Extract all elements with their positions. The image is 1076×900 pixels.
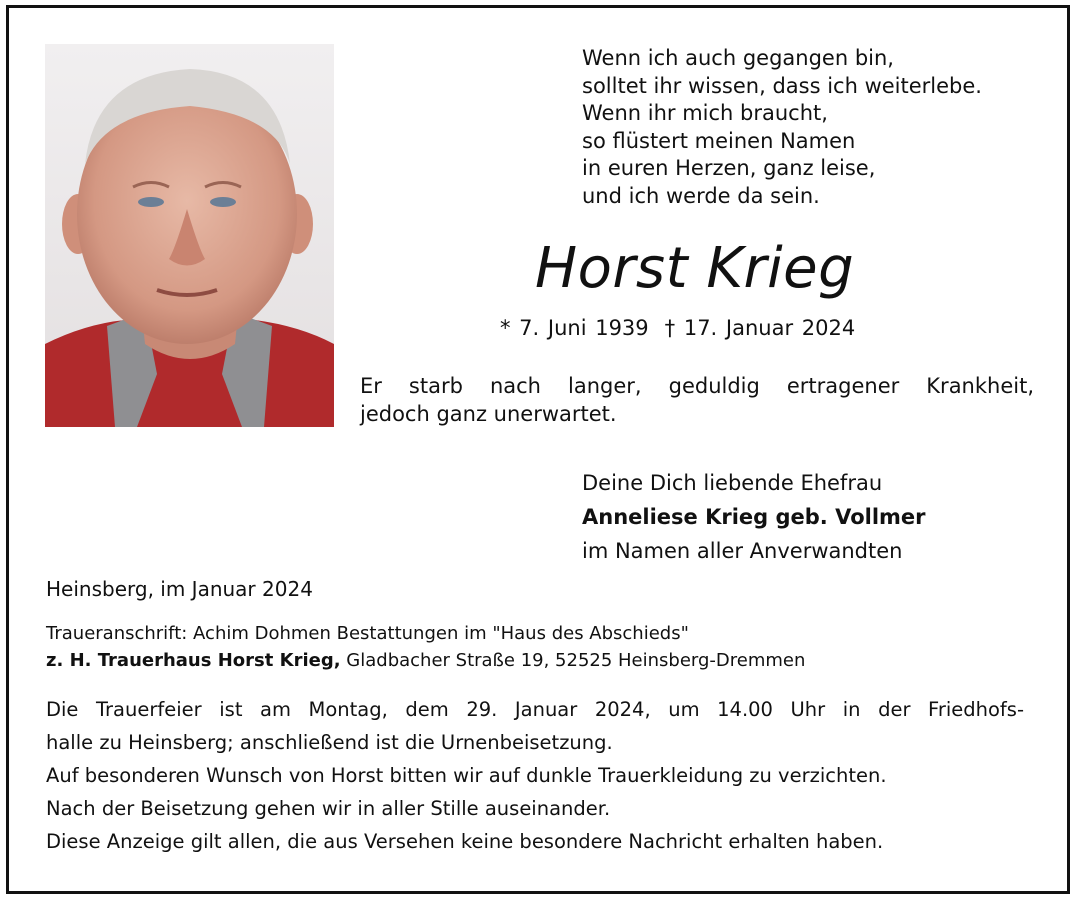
poem-line: Wenn ich auch gegangen bin, [582, 46, 894, 70]
service-line: Nach der Beisetzung gehen wir in aller Stille auseinander. [46, 797, 611, 820]
poem-line: Wenn ihr mich braucht, [582, 101, 828, 125]
poem [582, 45, 982, 210]
birth-date: * 7. Juni 1939 [500, 316, 649, 340]
family-name: Anneliese Krieg geb. Vollmer [582, 505, 926, 529]
poem-line: so flüstert meinen Namen [582, 128, 856, 153]
place-date: Heinsberg, im Januar 2024 [46, 577, 313, 601]
funeral-service-info [46, 693, 1024, 858]
death-note-line: Er starb nach langer, geduldig ertragener Krankheit, [360, 374, 1034, 398]
death-note-line: jedoch ganz unerwartet. [360, 402, 617, 426]
death-date: † 17. Januar 2024 [664, 316, 856, 340]
life-dates [500, 316, 855, 340]
mourning-address [46, 620, 805, 674]
poem-line: solltet ihr wissen, dass ich weiterlebe. [582, 73, 982, 98]
portrait-photo [45, 44, 334, 427]
poem-line: und ich werde da sein. [582, 183, 820, 208]
family-intro: Deine Dich liebende Ehefrau [582, 471, 883, 495]
service-line: Auf besonderen Wunsch von Horst bitten wir auf dunkle Trauerkleidung zu verzichten. [46, 764, 887, 787]
family-closing: im Namen aller Anverwandten [582, 539, 903, 563]
service-line: halle zu Heinsberg; anschließend ist die Urnenbeisetzung. [46, 731, 613, 754]
address-street: Gladbacher Straße 19, 52525 Heinsberg-Dremmen [340, 650, 806, 671]
service-line: Diese Anzeige gilt allen, die aus Versehen keine besondere Nachricht erhalten haben. [46, 830, 884, 853]
address-recipient: z. H. Trauerhaus Horst Krieg, [46, 650, 341, 671]
address-line: Traueranschrift: Achim Dohmen Bestattungen im "Haus des Abschieds" [46, 623, 689, 644]
poem-line: in euren Herzen, ganz leise, [582, 156, 876, 180]
service-line: Die Trauerfeier ist am Montag, dem 29. Januar 2024, um 14.00 Uhr in der Friedhofs- [46, 698, 1024, 721]
deceased-name: Horst Krieg [535, 236, 855, 301]
family-signature [582, 466, 926, 568]
death-note [360, 372, 1034, 428]
